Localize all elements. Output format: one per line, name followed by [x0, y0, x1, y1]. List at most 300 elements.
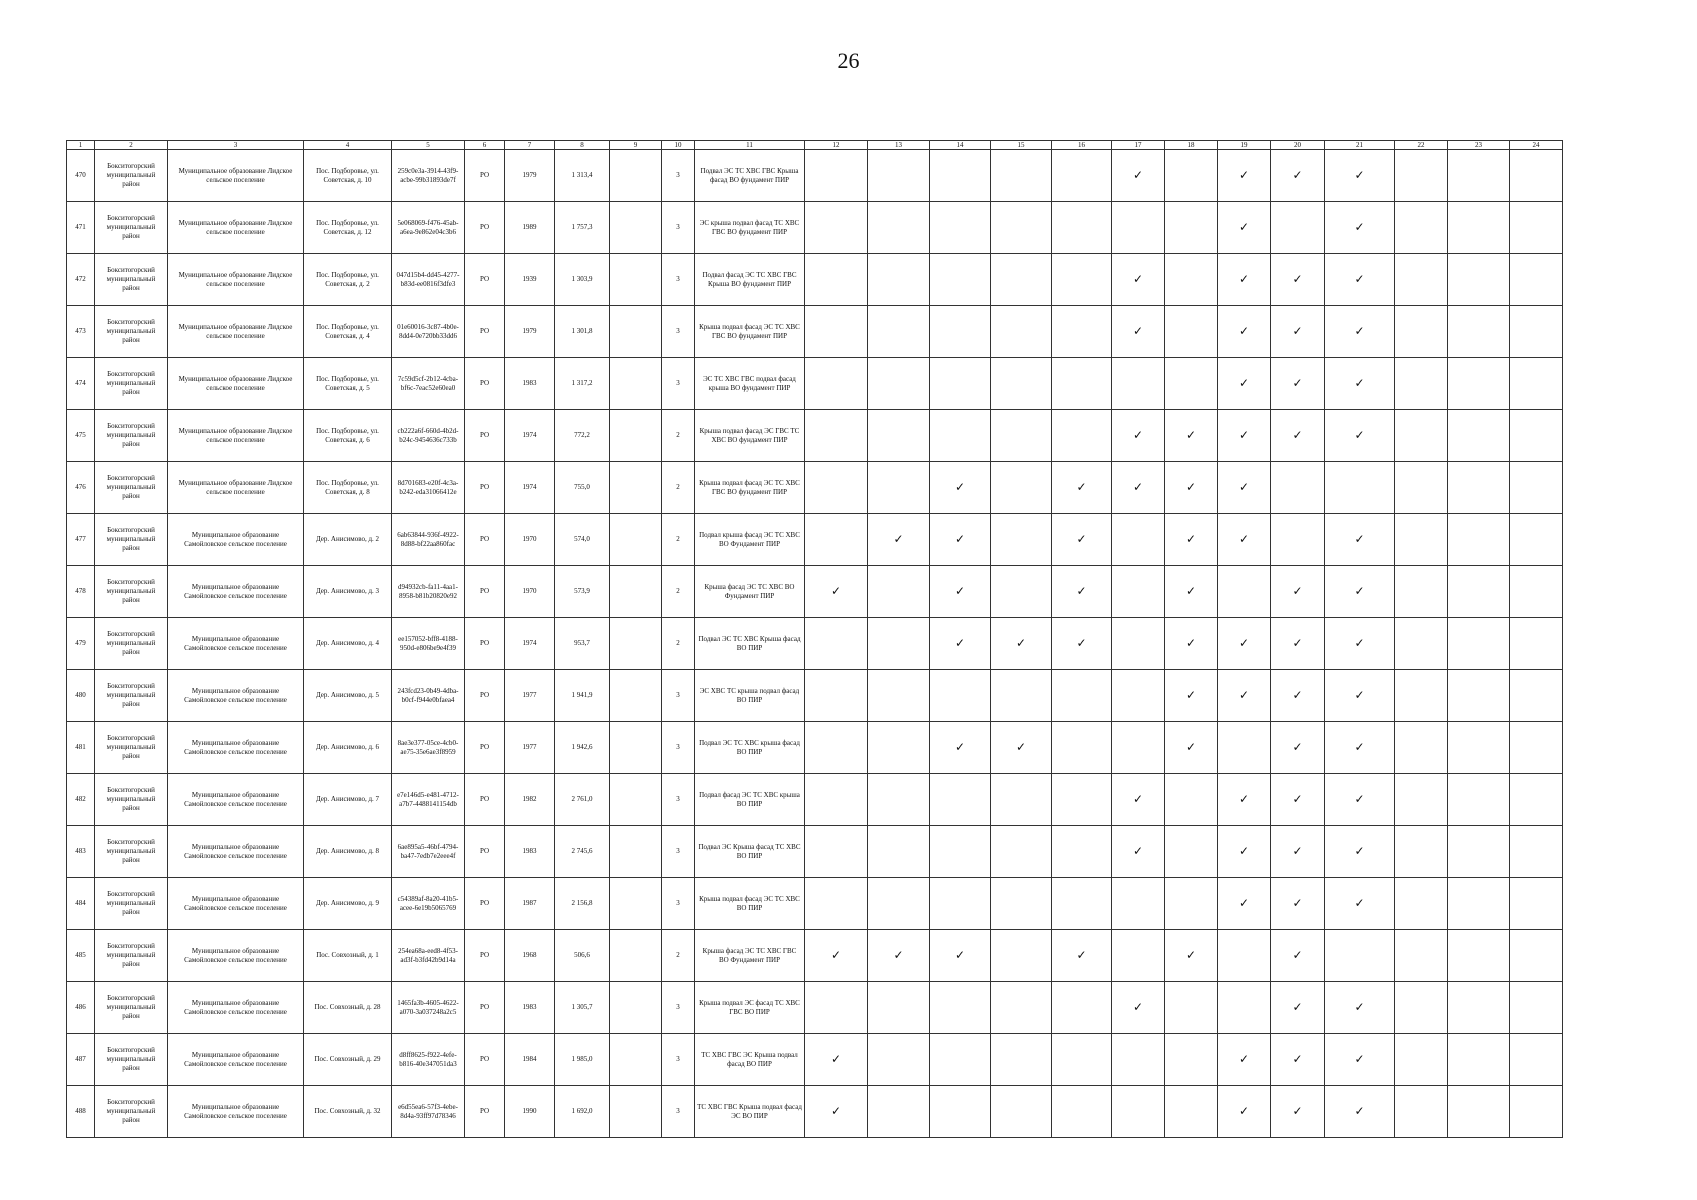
empty-cell: [1395, 254, 1448, 306]
row-number: 486: [67, 982, 95, 1034]
table-row: [67, 722, 1563, 774]
check-mark-icon: ✓: [930, 566, 991, 618]
works-cell: Подвал ЭС ТС ХВС Крыша фасад ВО ПИР: [695, 618, 805, 670]
area-cell: 1 313,4: [555, 150, 610, 202]
org-type-cell: РО: [465, 774, 505, 826]
class-cell: 3: [662, 982, 695, 1034]
empty-cell: [1052, 358, 1112, 410]
year-cell: 1983: [505, 982, 555, 1034]
check-mark-icon: ✓: [930, 930, 991, 982]
empty-cell: [1448, 618, 1510, 670]
check-mark-icon: ✓: [1271, 1034, 1325, 1086]
empty-cell: [991, 1086, 1052, 1138]
district-cell: Бокситогорский муниципальный район: [95, 670, 168, 722]
empty-cell: [1165, 150, 1218, 202]
empty-cell: [1510, 670, 1563, 722]
empty-cell: [991, 202, 1052, 254]
empty-cell: [805, 306, 868, 358]
check-mark-icon: ✓: [1271, 358, 1325, 410]
address-cell: Пос. Подборовье, ул. Советская, д. 4: [304, 306, 392, 358]
column-header: 13: [868, 141, 930, 150]
empty-cell: [805, 150, 868, 202]
empty-cell: [991, 410, 1052, 462]
empty-cell: [1510, 202, 1563, 254]
empty-cell: [1395, 826, 1448, 878]
class-cell: 3: [662, 358, 695, 410]
check-mark-icon: ✓: [1052, 514, 1112, 566]
area-cell: 2 745,6: [555, 826, 610, 878]
district-cell: Бокситогорский муниципальный район: [95, 358, 168, 410]
empty-cell: [930, 982, 991, 1034]
table-row: [67, 358, 1563, 410]
check-mark-icon: ✓: [1325, 618, 1395, 670]
check-mark-icon: ✓: [1271, 670, 1325, 722]
check-mark-icon: ✓: [1052, 462, 1112, 514]
check-mark-icon: ✓: [1271, 878, 1325, 930]
municipality-cell: Муниципальное образование Самойловское сельское поселение: [168, 670, 304, 722]
works-cell: Подвал фасад ЭС ТС ХВС ГВС Крыша ВО фундамент ПИР: [695, 254, 805, 306]
table-row: [67, 982, 1563, 1034]
year-cell: 1977: [505, 670, 555, 722]
empty-cell: [1448, 150, 1510, 202]
row-number: 479: [67, 618, 95, 670]
empty-cell: [930, 1086, 991, 1138]
municipality-cell: Муниципальное образование Лидское сельское поселение: [168, 150, 304, 202]
empty-cell: [1165, 878, 1218, 930]
empty-cell: [868, 618, 930, 670]
empty-cell: [930, 306, 991, 358]
empty-cell: [1448, 358, 1510, 410]
empty-cell: [1395, 878, 1448, 930]
empty-cell: [805, 618, 868, 670]
municipality-cell: Муниципальное образование Самойловское сельское поселение: [168, 826, 304, 878]
check-mark-icon: ✓: [1271, 722, 1325, 774]
check-mark-icon: ✓: [1271, 826, 1325, 878]
district-cell: Бокситогорский муниципальный район: [95, 982, 168, 1034]
empty-cell: [1448, 202, 1510, 254]
works-cell: ТС ХВС ГВС Крыша подвал фасад ЭС ВО ПИР: [695, 1086, 805, 1138]
check-mark-icon: ✓: [1271, 618, 1325, 670]
address-cell: Пос. Подборовье, ул. Советская, д. 5: [304, 358, 392, 410]
empty-cell: [991, 826, 1052, 878]
building-id-cell: d94932cb-fa11-4aa1-8958-b81b20820e92: [392, 566, 465, 618]
check-mark-icon: ✓: [1112, 150, 1165, 202]
empty-cell: [610, 410, 662, 462]
class-cell: 3: [662, 722, 695, 774]
empty-cell: [868, 462, 930, 514]
check-mark-icon: ✓: [1052, 566, 1112, 618]
check-mark-icon: ✓: [1325, 410, 1395, 462]
column-header: 3: [168, 141, 304, 150]
empty-cell: [1448, 1086, 1510, 1138]
district-cell: Бокситогорский муниципальный район: [95, 930, 168, 982]
table-row: [67, 462, 1563, 514]
area-cell: 1 301,8: [555, 306, 610, 358]
year-cell: 1979: [505, 306, 555, 358]
works-cell: ТС ХВС ГВС ЭС Крыша подвал фасад ВО ПИР: [695, 1034, 805, 1086]
empty-cell: [1325, 462, 1395, 514]
year-cell: 1968: [505, 930, 555, 982]
class-cell: 3: [662, 774, 695, 826]
building-id-cell: 7c59d5cf-2b12-4cba-bf6c-7eac52e60ea0: [392, 358, 465, 410]
area-cell: 2 761,0: [555, 774, 610, 826]
column-header: 11: [695, 141, 805, 150]
empty-cell: [991, 254, 1052, 306]
check-mark-icon: ✓: [1325, 254, 1395, 306]
empty-cell: [1448, 410, 1510, 462]
column-header: 15: [991, 141, 1052, 150]
building-id-cell: 8d701683-e20f-4c3a-b242-eda31066412e: [392, 462, 465, 514]
table-row: [67, 670, 1563, 722]
works-cell: Крыша подвал фасад ЭС ТС ХВС ГВС ВО фундамент ПИР: [695, 306, 805, 358]
building-id-cell: 047d15b4-dd45-4277-b83d-ee0816f3dfe3: [392, 254, 465, 306]
year-cell: 1990: [505, 1086, 555, 1138]
address-cell: Пос. Подборовье, ул. Советская, д. 12: [304, 202, 392, 254]
empty-cell: [930, 150, 991, 202]
area-cell: 1 942,6: [555, 722, 610, 774]
municipality-cell: Муниципальное образование Самойловское сельское поселение: [168, 1086, 304, 1138]
class-cell: 3: [662, 1034, 695, 1086]
area-cell: 755,0: [555, 462, 610, 514]
check-mark-icon: ✓: [1218, 462, 1271, 514]
empty-cell: [1510, 358, 1563, 410]
empty-cell: [1395, 410, 1448, 462]
address-cell: Пос. Подборовье, ул. Советская, д. 10: [304, 150, 392, 202]
check-mark-icon: ✓: [1325, 306, 1395, 358]
municipality-cell: Муниципальное образование Лидское сельское поселение: [168, 306, 304, 358]
check-mark-icon: ✓: [1218, 826, 1271, 878]
empty-cell: [868, 722, 930, 774]
org-type-cell: РО: [465, 514, 505, 566]
empty-cell: [868, 358, 930, 410]
empty-cell: [1395, 774, 1448, 826]
org-type-cell: РО: [465, 670, 505, 722]
check-mark-icon: ✓: [1271, 150, 1325, 202]
empty-cell: [805, 722, 868, 774]
empty-cell: [610, 202, 662, 254]
org-type-cell: РО: [465, 1034, 505, 1086]
empty-cell: [610, 670, 662, 722]
empty-cell: [991, 670, 1052, 722]
empty-cell: [610, 566, 662, 618]
municipality-cell: Муниципальное образование Самойловское сельское поселение: [168, 618, 304, 670]
empty-cell: [1395, 1086, 1448, 1138]
table-row: [67, 514, 1563, 566]
area-cell: 953,7: [555, 618, 610, 670]
check-mark-icon: ✓: [1271, 982, 1325, 1034]
empty-cell: [1510, 774, 1563, 826]
empty-cell: [868, 150, 930, 202]
check-mark-icon: ✓: [1271, 306, 1325, 358]
check-mark-icon: ✓: [991, 618, 1052, 670]
empty-cell: [868, 566, 930, 618]
row-number: 476: [67, 462, 95, 514]
works-cell: ЭС крыша подвал фасад ТС ХВС ГВС ВО фундамент ПИР: [695, 202, 805, 254]
empty-cell: [1510, 1034, 1563, 1086]
address-cell: Пос. Совхозный, д. 32: [304, 1086, 392, 1138]
row-number: 484: [67, 878, 95, 930]
org-type-cell: РО: [465, 878, 505, 930]
district-cell: Бокситогорский муниципальный район: [95, 254, 168, 306]
municipality-cell: Муниципальное образование Самойловское сельское поселение: [168, 722, 304, 774]
building-id-cell: 243fcd23-0b49-4dba-b0cf-f944e0bfaea4: [392, 670, 465, 722]
empty-cell: [1395, 982, 1448, 1034]
building-id-cell: 1465fa3b-4605-4622-a070-3a037248a2c5: [392, 982, 465, 1034]
empty-cell: [1510, 514, 1563, 566]
building-id-cell: d8ff8625-f922-4efe-b816-40e347051da3: [392, 1034, 465, 1086]
check-mark-icon: ✓: [1165, 670, 1218, 722]
table-row: [67, 150, 1563, 202]
empty-cell: [1052, 982, 1112, 1034]
class-cell: 3: [662, 202, 695, 254]
check-mark-icon: ✓: [1052, 930, 1112, 982]
year-cell: 1983: [505, 826, 555, 878]
municipality-cell: Муниципальное образование Самойловское сельское поселение: [168, 982, 304, 1034]
check-mark-icon: ✓: [868, 514, 930, 566]
check-mark-icon: ✓: [1325, 878, 1395, 930]
area-cell: 573,9: [555, 566, 610, 618]
empty-cell: [1510, 462, 1563, 514]
org-type-cell: РО: [465, 566, 505, 618]
check-mark-icon: ✓: [1112, 254, 1165, 306]
column-header: 1: [67, 141, 95, 150]
empty-cell: [991, 514, 1052, 566]
org-type-cell: РО: [465, 826, 505, 878]
empty-cell: [1395, 150, 1448, 202]
empty-cell: [991, 566, 1052, 618]
empty-cell: [991, 930, 1052, 982]
org-type-cell: РО: [465, 930, 505, 982]
table-row: [67, 410, 1563, 462]
empty-cell: [1052, 826, 1112, 878]
row-number: 488: [67, 1086, 95, 1138]
district-cell: Бокситогорский муниципальный район: [95, 878, 168, 930]
empty-cell: [991, 306, 1052, 358]
works-cell: Подвал фасад ЭС ТС ХВС крыша ВО ПИР: [695, 774, 805, 826]
empty-cell: [1510, 150, 1563, 202]
org-type-cell: РО: [465, 462, 505, 514]
table-row: [67, 1034, 1563, 1086]
check-mark-icon: ✓: [1112, 774, 1165, 826]
empty-cell: [1448, 722, 1510, 774]
check-mark-icon: ✓: [1112, 410, 1165, 462]
row-number: 481: [67, 722, 95, 774]
district-cell: Бокситогорский муниципальный район: [95, 566, 168, 618]
table-row: [67, 826, 1563, 878]
check-mark-icon: ✓: [805, 930, 868, 982]
area-cell: 1 985,0: [555, 1034, 610, 1086]
empty-cell: [805, 826, 868, 878]
area-cell: 2 156,8: [555, 878, 610, 930]
year-cell: 1983: [505, 358, 555, 410]
empty-cell: [868, 410, 930, 462]
empty-cell: [805, 878, 868, 930]
empty-cell: [1112, 878, 1165, 930]
check-mark-icon: ✓: [1218, 878, 1271, 930]
empty-cell: [1052, 150, 1112, 202]
check-mark-icon: ✓: [1325, 150, 1395, 202]
class-cell: 3: [662, 878, 695, 930]
empty-cell: [1218, 566, 1271, 618]
check-mark-icon: ✓: [1218, 670, 1271, 722]
district-cell: Бокситогорский муниципальный район: [95, 774, 168, 826]
empty-cell: [868, 1086, 930, 1138]
empty-cell: [1395, 514, 1448, 566]
check-mark-icon: ✓: [1325, 722, 1395, 774]
empty-cell: [1218, 930, 1271, 982]
check-mark-icon: ✓: [1325, 358, 1395, 410]
empty-cell: [1448, 254, 1510, 306]
column-header: 23: [1448, 141, 1510, 150]
year-cell: 1977: [505, 722, 555, 774]
org-type-cell: РО: [465, 410, 505, 462]
column-header: 7: [505, 141, 555, 150]
empty-cell: [610, 982, 662, 1034]
org-type-cell: РО: [465, 358, 505, 410]
empty-cell: [610, 1034, 662, 1086]
empty-cell: [1165, 982, 1218, 1034]
empty-cell: [610, 826, 662, 878]
empty-cell: [991, 150, 1052, 202]
check-mark-icon: ✓: [1325, 982, 1395, 1034]
check-mark-icon: ✓: [1271, 1086, 1325, 1138]
area-cell: 1 303,9: [555, 254, 610, 306]
column-header: 18: [1165, 141, 1218, 150]
district-cell: Бокситогорский муниципальный район: [95, 410, 168, 462]
district-cell: Бокситогорский муниципальный район: [95, 514, 168, 566]
org-type-cell: РО: [465, 254, 505, 306]
empty-cell: [805, 670, 868, 722]
check-mark-icon: ✓: [930, 514, 991, 566]
empty-cell: [1448, 306, 1510, 358]
row-number: 485: [67, 930, 95, 982]
row-number: 487: [67, 1034, 95, 1086]
check-mark-icon: ✓: [1325, 826, 1395, 878]
works-cell: Подвал ЭС Крыша фасад ТС ХВС ВО ПИР: [695, 826, 805, 878]
class-cell: 3: [662, 306, 695, 358]
empty-cell: [1448, 826, 1510, 878]
check-mark-icon: ✓: [1218, 618, 1271, 670]
empty-cell: [930, 358, 991, 410]
check-mark-icon: ✓: [1218, 514, 1271, 566]
empty-cell: [1395, 566, 1448, 618]
column-header: 20: [1271, 141, 1325, 150]
check-mark-icon: ✓: [1218, 306, 1271, 358]
empty-cell: [1510, 722, 1563, 774]
year-cell: 1974: [505, 618, 555, 670]
check-mark-icon: ✓: [1218, 202, 1271, 254]
empty-cell: [1165, 254, 1218, 306]
org-type-cell: РО: [465, 202, 505, 254]
empty-cell: [1112, 618, 1165, 670]
table-row: [67, 618, 1563, 670]
column-header: 8: [555, 141, 610, 150]
empty-cell: [991, 878, 1052, 930]
check-mark-icon: ✓: [1218, 358, 1271, 410]
empty-cell: [805, 358, 868, 410]
header-row: [67, 141, 1563, 150]
year-cell: 1982: [505, 774, 555, 826]
municipality-cell: Муниципальное образование Лидское сельское поселение: [168, 462, 304, 514]
empty-cell: [930, 254, 991, 306]
empty-cell: [1395, 202, 1448, 254]
empty-cell: [610, 254, 662, 306]
empty-cell: [1218, 982, 1271, 1034]
check-mark-icon: ✓: [991, 722, 1052, 774]
check-mark-icon: ✓: [868, 930, 930, 982]
empty-cell: [991, 774, 1052, 826]
year-cell: 1984: [505, 1034, 555, 1086]
check-mark-icon: ✓: [1271, 930, 1325, 982]
empty-cell: [1395, 618, 1448, 670]
check-mark-icon: ✓: [1325, 1034, 1395, 1086]
check-mark-icon: ✓: [1165, 462, 1218, 514]
empty-cell: [610, 722, 662, 774]
empty-cell: [1395, 358, 1448, 410]
check-mark-icon: ✓: [1325, 1086, 1395, 1138]
district-cell: Бокситогорский муниципальный район: [95, 202, 168, 254]
class-cell: 3: [662, 150, 695, 202]
works-cell: Подвал ЭС ТС ХВС ГВС Крыша фасад ВО фундамент ПИР: [695, 150, 805, 202]
empty-cell: [1165, 1034, 1218, 1086]
empty-cell: [1052, 202, 1112, 254]
address-cell: Дер. Анисимово, д. 9: [304, 878, 392, 930]
row-number: 475: [67, 410, 95, 462]
empty-cell: [1448, 878, 1510, 930]
column-header: 10: [662, 141, 695, 150]
municipality-cell: Муниципальное образование Лидское сельское поселение: [168, 254, 304, 306]
district-cell: Бокситогорский муниципальный район: [95, 1086, 168, 1138]
class-cell: 2: [662, 410, 695, 462]
building-id-cell: cb222a6f-660d-4b2d-b24c-9454636c733b: [392, 410, 465, 462]
empty-cell: [1510, 878, 1563, 930]
building-id-cell: 259c0e3a-3914-43f9-acbe-99b31893de7f: [392, 150, 465, 202]
address-cell: Пос. Подборовье, ул. Советская, д. 6: [304, 410, 392, 462]
empty-cell: [1395, 1034, 1448, 1086]
empty-cell: [610, 930, 662, 982]
org-type-cell: РО: [465, 150, 505, 202]
empty-cell: [1165, 774, 1218, 826]
works-cell: ЭС ТС ХВС ГВС подвал фасад крыша ВО фундамент ПИР: [695, 358, 805, 410]
address-cell: Дер. Анисимово, д. 5: [304, 670, 392, 722]
class-cell: 3: [662, 826, 695, 878]
empty-cell: [610, 878, 662, 930]
area-cell: 1 757,3: [555, 202, 610, 254]
row-number: 478: [67, 566, 95, 618]
works-cell: Крыша подвал фасад ЭС ТС ХВС ВО ПИР: [695, 878, 805, 930]
empty-cell: [1052, 878, 1112, 930]
org-type-cell: РО: [465, 722, 505, 774]
check-mark-icon: ✓: [1112, 982, 1165, 1034]
empty-cell: [1510, 826, 1563, 878]
building-id-cell: 6ab63844-936f-4922-8d88-bf22aa860fac: [392, 514, 465, 566]
check-mark-icon: ✓: [805, 1086, 868, 1138]
empty-cell: [868, 774, 930, 826]
building-id-cell: e6d55ea6-57f3-4ebe-8d4a-93ff97d78346: [392, 1086, 465, 1138]
municipality-cell: Муниципальное образование Самойловское сельское поселение: [168, 930, 304, 982]
address-cell: Дер. Анисимово, д. 3: [304, 566, 392, 618]
empty-cell: [805, 514, 868, 566]
address-cell: Пос. Совхозный, д. 1: [304, 930, 392, 982]
empty-cell: [805, 774, 868, 826]
empty-cell: [930, 410, 991, 462]
area-cell: 1 305,7: [555, 982, 610, 1034]
check-mark-icon: ✓: [1165, 930, 1218, 982]
empty-cell: [805, 462, 868, 514]
empty-cell: [1112, 670, 1165, 722]
org-type-cell: РО: [465, 306, 505, 358]
row-number: 482: [67, 774, 95, 826]
